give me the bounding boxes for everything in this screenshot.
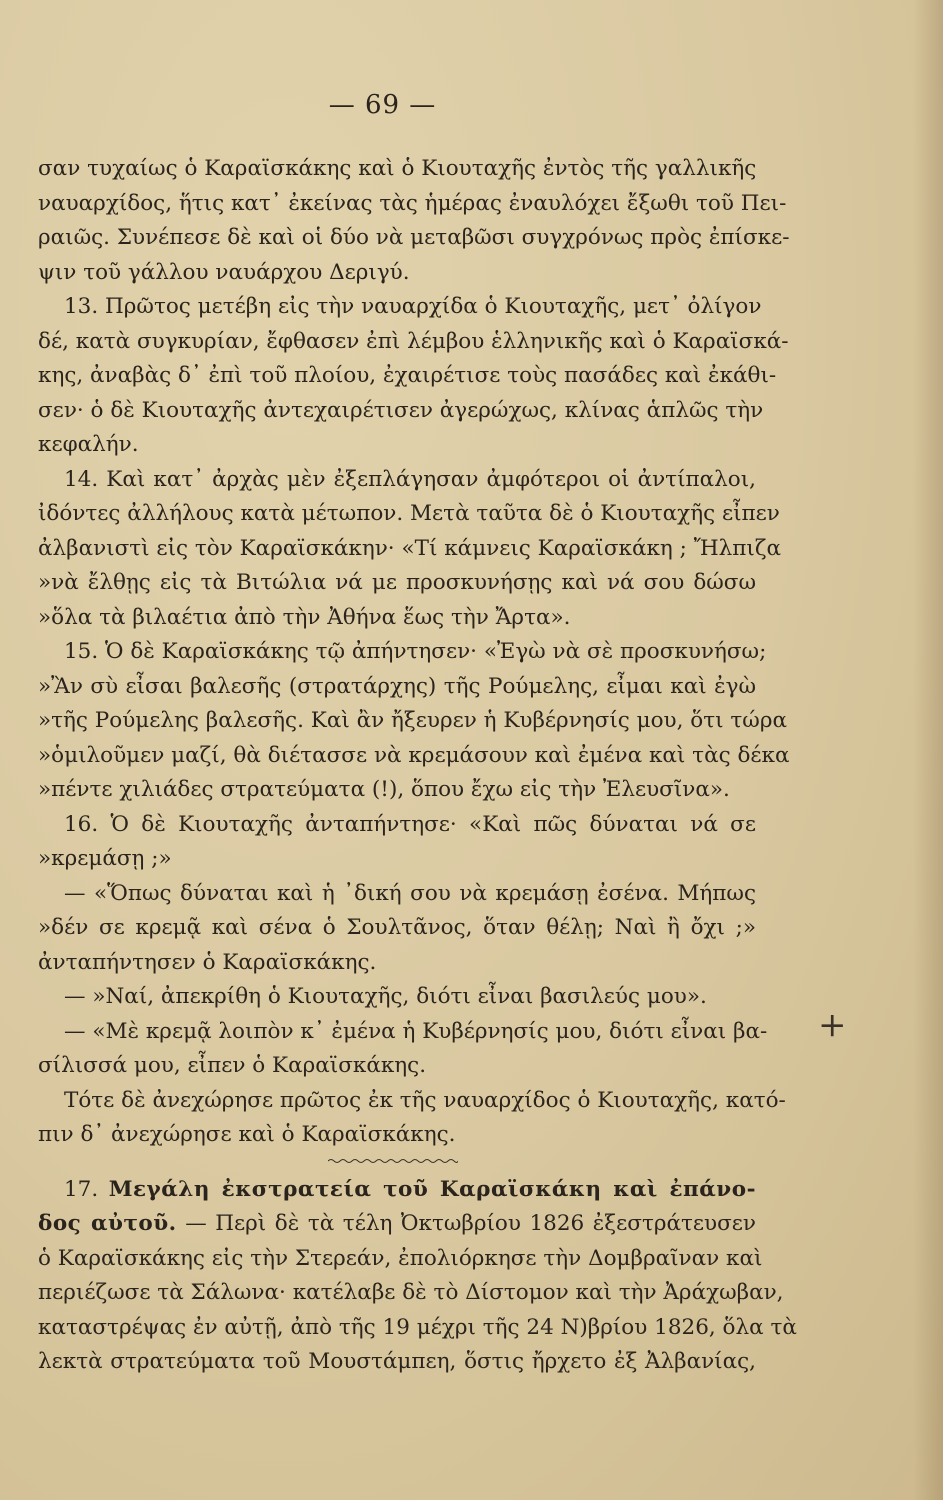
text-line: 14. Καὶ κατ᾽ ἀρχὰς μὲν ἐξεπλάγησαν ἀμφότεροι οἱ ἀντίπαλοι,	[64, 466, 756, 492]
text-line: ραιῶς. Συνέπεσε δὲ καὶ οἱ δύο νὰ μεταβῶσι συγχρόνως πρὸς ἐπίσκε-	[38, 225, 790, 250]
text-line: »κρεμάσῃ ;»	[38, 846, 172, 871]
text-line: δέ, κατὰ συγκυρίαν, ἔφθασεν ἐπὶ λέμβου ἑλληνικῆς καὶ ὁ Καραϊσκά-	[38, 328, 789, 354]
text-line: ἀλβανιστὶ εἰς τὸν Καραϊσκάκην· «Τί κάμνεις Καραϊσκάκη ; Ἤλπιζα	[38, 535, 781, 561]
text-line: — «Ὅπως δύναται καὶ ἡ ᾽δική σου νὰ κρεμάσῃ ἐσένα. Μήπως	[64, 880, 756, 906]
text-line: »νὰ ἔλθῃς εἰς τὰ Βιτώλια νά με προσκυνήσῃς καὶ νά σου δώσω	[38, 570, 756, 595]
section-title-line	[38, 1173, 756, 1208]
text-line: πιν δ᾽ ἀνεχώρησε καὶ ὁ Καραϊσκάκης.	[38, 1122, 456, 1147]
text-line: »Ἂν σὺ εἶσαι βαλεσῆς (στρατάρχης) τῆς Ρούμελης, εἶμαι καὶ ἐγὼ	[38, 673, 756, 699]
text-line: καταστρέψας ἐν αὐτῇ, ἀπὸ τῆς 19 μέχρι τῆς 24 Ν)βρίου 1826, ὅλα τὰ	[38, 1314, 797, 1340]
text-line: κης, ἀναβὰς δ᾽ ἐπὶ τοῦ πλοίου, ἐχαιρέτισε τοὺς πασάδες καὶ ἐκάθι-	[38, 363, 777, 388]
text-line: περιέζωσε τὰ Σάλωνα· κατέλαβε δὲ τὸ Δίστομον καὶ τὴν Ἀράχωβαν,	[38, 1280, 784, 1305]
text-line: »πέντε χιλιάδες στρατεύματα (!), ὅπου ἔχω εἰς τὴν Ἐλευσῖνα».	[38, 777, 730, 802]
body-text	[38, 152, 797, 1380]
text-line: »ὁμιλοῦμεν μαζί, θὰ διέτασσε νὰ κρεμάσουν καὶ ἐμένα καὶ τὰς δέκα	[38, 742, 790, 768]
text-line: 15. Ὁ δὲ Καραϊσκάκης τῷ ἀπήντησεν· «Ἐγὼ νὰ σὲ προσκυνήσω;	[64, 639, 767, 664]
text-line: Τότε δὲ ἀνεχώρησε πρῶτος ἐκ τῆς ναυαρχίδος ὁ Κιουταχῆς, κατό-	[64, 1087, 786, 1113]
section-title-end: δος αὐτοῦ.	[38, 1211, 177, 1236]
section-first-text: — Περὶ δὲ τὰ τέλη Ὀκτωβρίου 1826 ἐξεστράτευσεν	[185, 1211, 756, 1236]
text-line: ναυαρχίδος, ἥτις κατ᾽ ἐκείνας τὰς ἡμέρας ἐναυλόχει ἔξωθι τοῦ Πει-	[38, 190, 787, 216]
section-title: Μεγάλη ἐκστρατεία τοῦ Καραϊσκάκη καὶ ἐπάνο-	[108, 1176, 756, 1202]
text-line	[38, 1207, 756, 1242]
text-line: σίλισσά μου, εἶπεν ὁ Καραϊσκάκης.	[38, 1053, 427, 1078]
section-number: 17.	[64, 1176, 99, 1202]
margin-handwritten-mark: +	[818, 1005, 847, 1045]
text-line: ὁ Καραϊσκάκης εἰς τὴν Στερεάν, ἐπολιόρκησε τὴν Δομβραῖναν καὶ	[38, 1245, 763, 1271]
text-line: ἀνταπήντησεν ὁ Καραϊσκάκης.	[38, 949, 377, 975]
text-line: ψιν τοῦ γάλλου ναυάρχου Δεριγύ.	[38, 259, 410, 285]
text-line: — »Ναί, ἀπεκρίθη ὁ Κιουταχῆς, διότι εἶναι βασιλεύς μου».	[64, 984, 707, 1009]
text-line: »δέν σε κρεμᾷ καὶ σένα ὁ Σουλτᾶνος, ὅταν θέλῃ; Ναὶ ἢ ὄχι ;»	[38, 915, 756, 940]
page-number: — 69 —	[328, 90, 437, 120]
text-line: »ὅλα τὰ βιλαέτια ἀπὸ τὴν Ἀθήνα ἕως τὴν Ἄρτα».	[38, 604, 571, 630]
text-line: 13. Πρῶτος μετέβη εἰς τὴν ναυαρχίδα ὁ Κιουταχῆς, μετ᾽ ὀλίγον	[64, 294, 762, 319]
section-divider	[328, 1157, 458, 1165]
text-line: σαν τυχαίως ὁ Καραϊσκάκης καὶ ὁ Κιουταχῆς ἐντὸς τῆς γαλλικῆς	[38, 156, 757, 181]
text-line: κεφαλήν.	[38, 432, 139, 457]
text-line: ἰδόντες ἀλλήλους κατὰ μέτωπον. Μετὰ ταῦτα δὲ ὁ Κιουταχῆς εἶπεν	[38, 501, 780, 526]
page-edge-shadow	[913, 0, 943, 1500]
text-line: 16. Ὁ δὲ Κιουταχῆς ἀνταπήντησε· «Καὶ πῶς δύναται νά σε	[64, 811, 756, 837]
text-line: λεκτὰ στρατεύματα τοῦ Μουστάμπεη, ὅστις ἤρχετο ἐξ Ἀλβανίας,	[38, 1349, 756, 1374]
text-line: »τῆς Ρούμελης βαλεσῆς. Καὶ ἂν ἤξευρεν ἡ Κυβέρνησίς μου, ὅτι τώρα	[38, 708, 787, 733]
text-line: σεν· ὁ δὲ Κιουταχῆς ἀντεχαιρέτισεν ἀγερώχως, κλίνας ἁπλῶς τὴν	[38, 397, 764, 423]
text-line: — «Μὲ κρεμᾷ λοιπὸν κ᾽ ἐμένα ἡ Κυβέρνησίς μου, διότι εἶναι βα-	[64, 1018, 768, 1044]
